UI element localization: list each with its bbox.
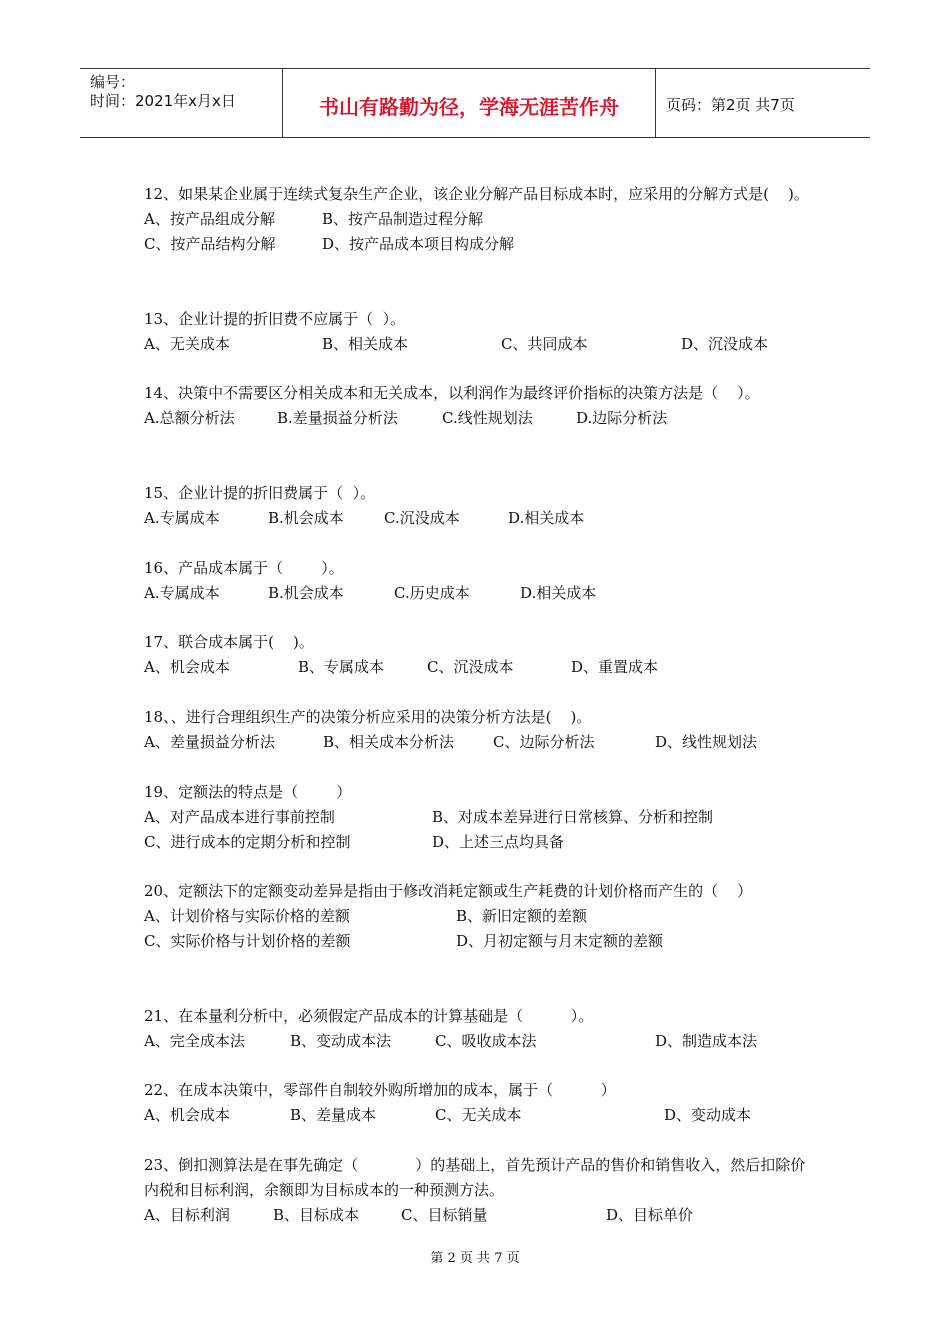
option-row (144, 406, 814, 431)
question-item (144, 307, 814, 357)
answer-option: C、边际分析法 (493, 733, 595, 751)
option-row (144, 506, 814, 531)
answer-option: C、吸收成本法 (435, 1032, 537, 1050)
answer-option: D、变动成本 (664, 1106, 752, 1124)
answer-option: A、差量损益分析法 (144, 733, 275, 751)
answer-option: A、完全成本法 (144, 1032, 245, 1050)
question-stem: 22、在成本决策中，零部件自制较外购所增加的成本，属于（ ） (144, 1081, 616, 1099)
question-item (144, 879, 814, 954)
answer-option: A.总额分析法 (144, 409, 235, 427)
answer-option: B、变动成本法 (290, 1032, 392, 1050)
answer-option: D、上述三点均具备 (432, 833, 565, 851)
question-item (144, 481, 814, 531)
option-row (144, 332, 814, 357)
header-page-number: 页码：第2页 共7页 (666, 96, 795, 114)
answer-option: A、机会成本 (144, 658, 230, 676)
option-row (144, 655, 814, 680)
question-item (144, 1078, 814, 1128)
answer-option: A、计划价格与实际价格的差额 (144, 907, 350, 925)
answer-option: C.历史成本 (394, 584, 470, 602)
question-item (144, 1004, 814, 1054)
answer-option: B.机会成本 (268, 584, 344, 602)
answer-option: B、差量成本 (290, 1106, 377, 1124)
answer-option: C、目标销量 (401, 1206, 488, 1224)
question-stem: 16、产品成本属于（ ）。 (144, 559, 344, 577)
header-info-cell (80, 69, 283, 137)
header-page-cell (656, 69, 870, 137)
option-row (144, 1029, 814, 1054)
page-footer: 第 2 页 共 7 页 (430, 1251, 520, 1266)
answer-option: D、重置成本 (571, 658, 659, 676)
answer-option: B.机会成本 (268, 509, 344, 527)
answer-option: A.专属成本 (144, 584, 220, 602)
question-item (144, 780, 814, 855)
document-code-label: 编号： (90, 73, 136, 91)
answer-option: A、机会成本 (144, 1106, 230, 1124)
answer-option: C.沉没成本 (384, 509, 460, 527)
page-header (80, 68, 870, 138)
option-row (144, 232, 814, 257)
question-stem: 13、企业计提的折旧费不应属于（ ）。 (144, 310, 406, 328)
answer-option: B.差量损益分析法 (277, 409, 398, 427)
option-row (144, 1103, 814, 1128)
option-row (144, 730, 814, 755)
header-motto-cell (283, 69, 656, 137)
question-item (144, 630, 814, 680)
header-motto: 书山有路勤为径，学海无涯苦作舟 (319, 95, 619, 119)
answer-option: A、对产品成本进行事前控制 (144, 808, 335, 826)
question-item (144, 182, 814, 257)
document-date-label: 时间：2021年x月x日 (90, 92, 236, 110)
answer-option: C、无关成本 (435, 1106, 522, 1124)
question-item (144, 556, 814, 606)
answer-option: C、进行成本的定期分析和控制 (144, 833, 351, 851)
question-stem: 14、决策中不需要区分相关成本和无关成本，以利润作为最终评价指标的决策方法是（ ）。 (144, 384, 760, 402)
answer-option: B、目标成本 (273, 1206, 360, 1224)
answer-option: C.线性规划法 (442, 409, 533, 427)
question-stem: 17、联合成本属于( )。 (144, 633, 314, 651)
option-row (144, 904, 814, 929)
option-row (144, 581, 814, 606)
answer-option: D、制造成本法 (655, 1032, 758, 1050)
answer-option: B、相关成本分析法 (323, 733, 455, 751)
option-row (144, 929, 814, 954)
answer-option: B、专属成本 (298, 658, 385, 676)
answer-option: D.相关成本 (508, 509, 585, 527)
answer-option: D、目标单价 (606, 1206, 694, 1224)
question-stem: 18、、进行合理组织生产的决策分析应采用的决策分析方法是( )。 (144, 708, 592, 726)
answer-option: C、沉没成本 (427, 658, 514, 676)
option-row (144, 1203, 814, 1228)
question-stem: 21、在本量利分析中，必须假定产品成本的计算基础是（ ）。 (144, 1007, 594, 1025)
question-item (144, 1153, 814, 1228)
question-item (144, 705, 814, 755)
question-stem: 12、如果某企业属于连续式复杂生产企业，该企业分解产品目标成本时，应采用的分解方式是( )。 (144, 185, 809, 203)
answer-option: D、线性规划法 (655, 733, 758, 751)
answer-option: B、按产品制造过程分解 (322, 210, 484, 228)
answer-option: A、目标利润 (144, 1206, 230, 1224)
answer-option: A、按产品组成分解 (144, 210, 275, 228)
question-stem: 20、定额法下的定额变动差异是指由于修改消耗定额或生产耗费的计划价格而产生的（ ） (144, 882, 753, 900)
answer-option: D、月初定额与月末定额的差额 (456, 932, 664, 950)
option-row (144, 805, 814, 830)
answer-option: C、共同成本 (501, 335, 588, 353)
answer-option: D.边际分析法 (576, 409, 668, 427)
answer-option: D、按产品成本项目构成分解 (322, 235, 515, 253)
answer-option: A.专属成本 (144, 509, 220, 527)
answer-option: B、新旧定额的差额 (456, 907, 588, 925)
answer-option: D、沉没成本 (681, 335, 769, 353)
answer-option: B、对成本差异进行日常核算、分析和控制 (432, 808, 714, 826)
option-row (144, 207, 814, 232)
answer-option: A、无关成本 (144, 335, 230, 353)
answer-option: C、实际价格与计划价格的差额 (144, 932, 351, 950)
option-row (144, 830, 814, 855)
answer-option: C、按产品结构分解 (144, 235, 276, 253)
question-stem: 19、定额法的特点是（ ） (144, 783, 352, 801)
answer-option: B、相关成本 (322, 335, 409, 353)
answer-option: D.相关成本 (520, 584, 597, 602)
question-item (144, 381, 814, 431)
question-stem: 15、企业计提的折旧费属于（ ）。 (144, 484, 376, 502)
question-stem: 23、倒扣测算法是在事先确定（ ）的基础上，首先预计产品的售价和销售收入，然后扣除价内税和目标利润，余额即为目标成本的一种预测方法。 (144, 1156, 806, 1199)
